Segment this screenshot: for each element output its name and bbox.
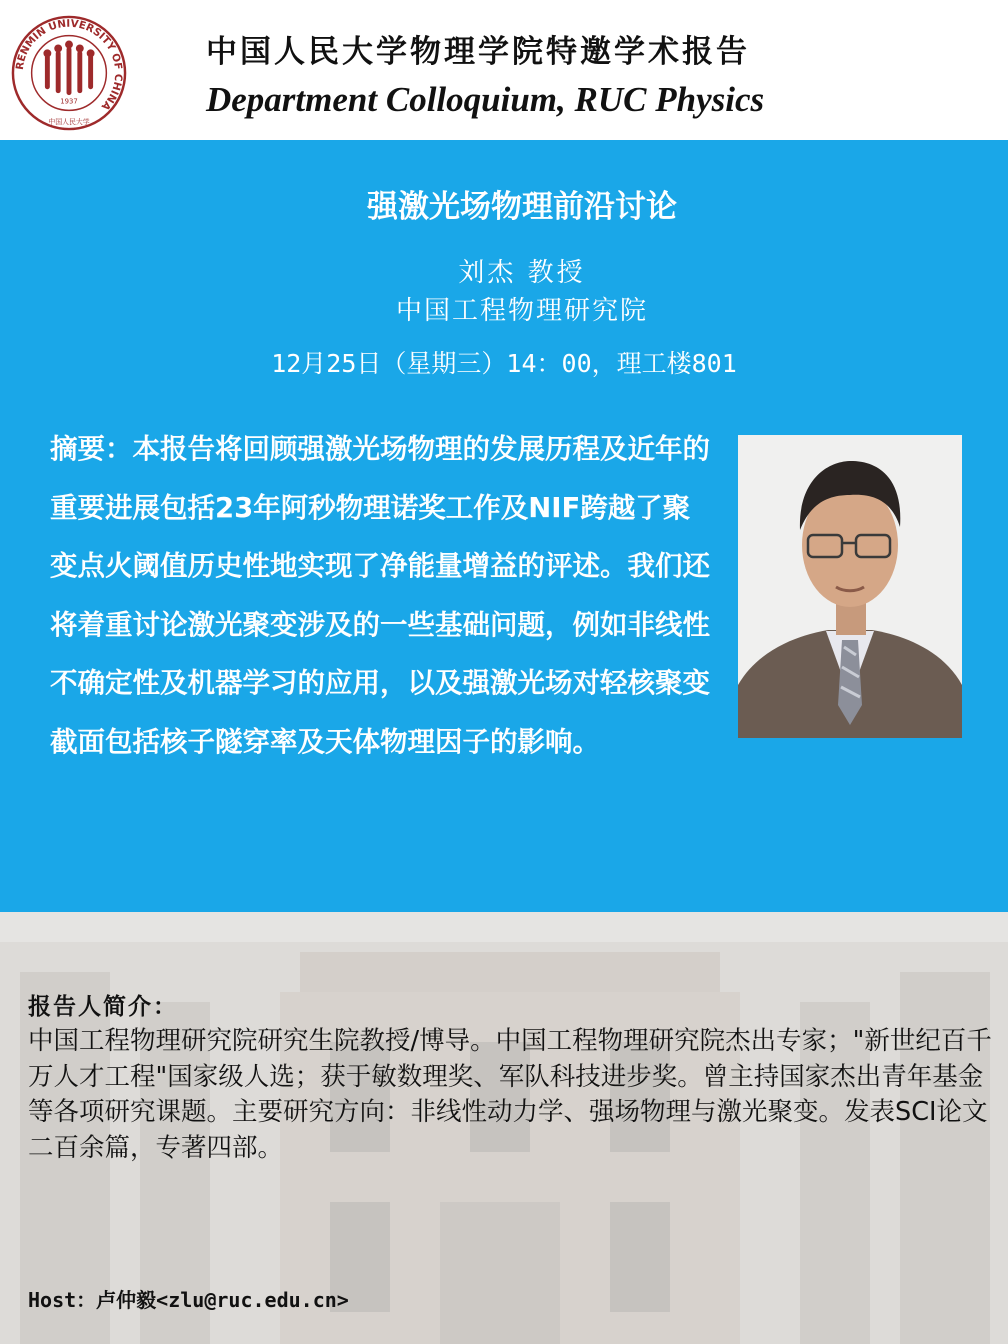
- speaker-photo: [738, 435, 962, 738]
- speaker-name: 刘杰 教授: [458, 258, 586, 288]
- colloquium-title-en: Department Colloquium, RUC Physics: [206, 80, 765, 119]
- logo-cn-name: 中国人民大学: [48, 118, 90, 127]
- bio-heading: 报告人简介：: [28, 993, 178, 1020]
- speaker-institute: 中国工程物理研究院: [395, 296, 648, 326]
- logo-ring-text: RENMIN UNIVERSITY OF CHINA: [13, 17, 125, 113]
- talk-title: 强激光场物理前沿讨论: [367, 189, 677, 225]
- host-info: Host：卢仲毅<zlu@ruc.edu.cn>: [28, 1288, 349, 1312]
- logo-year: 1937: [60, 97, 78, 106]
- talk-datetime: 12月25日（星期三）14：00，理工楼801: [271, 349, 737, 378]
- colloquium-title-cn: 中国人民大学物理学院特邀学术报告: [206, 34, 750, 70]
- university-logo: [10, 14, 128, 132]
- talk-abstract: 摘要：本报告将回顾强激光场物理的发展历程及近年的重要进展包括23年阿秒物理诺奖工作及NIF跨越了聚变点火阈值历史性地实现了净能量增益的评述。我们还将着重讨论激光聚变涉及的一些基础问题，例如非线性不确定性及机器学习的应用，以及强激光场对轻核聚变截面包括核子隧穿率及天体物理因子的影响。: [50, 433, 710, 758]
- bio-text: 中国工程物理研究院研究生院教授/博导。中国工程物理研究院杰出专家；"新世纪百千万人才工程"国家级人选；获于敏数理奖、军队科技进步奖。曾主持国家杰出青年基金等各项研究课题。主要研究方向：非线性动力学、强场物理与激光聚变。发表SCI论文二百余篇，专著四部。: [28, 1026, 992, 1163]
- header: [0, 0, 1008, 140]
